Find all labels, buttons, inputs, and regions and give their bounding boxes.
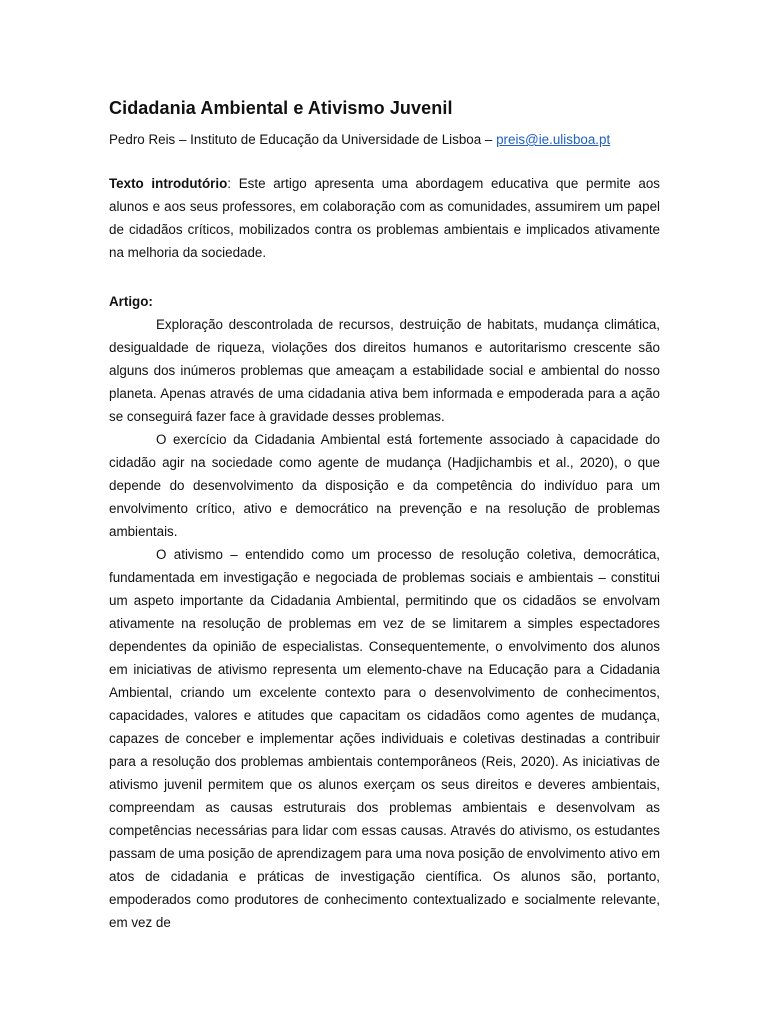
intro-text: : Este artigo apresenta uma abordagem educativa que permite aos alunos e aos seus professores, em colaboração com as comunidades, assumirem um papel de cidadãos críticos, mobilizados contra os problemas ambientais e implicados ativamente na melhoria da sociedade. (109, 176, 660, 260)
intro-paragraph (109, 172, 660, 264)
body-paragraph-1: Exploração descontrolada de recursos, destruição de habitats, mudança climática, desigualdade de riqueza, violações dos direitos humanos e autoritarismo crescente são alguns dos inúmeros problemas que ameaçam a estabilidade social e ambiental do nosso planeta. Apenas através de uma cidadania ativa bem informada e empoderada para a ação se conseguirá fazer face à gravidade desses problemas. (109, 317, 660, 424)
article-title: Cidadania Ambiental e Ativismo Juvenil (109, 98, 453, 118)
intro-lead: Texto introdutório (109, 176, 228, 191)
author-line (109, 131, 660, 149)
body-paragraph-2: O exercício da Cidadania Ambiental está fortemente associado à capacidade do cidadão agir na sociedade como agente de mudança (Hadjichambis et al., 2020), o que depende do desenvolvimento da disposição e da competência do indivíduo para um envolvimento crítico, ativo e democrático na prevenção e na resolução de problemas ambientais. (109, 432, 660, 539)
author-affiliation: Pedro Reis – Instituto de Educação da Universidade de Lisboa – (109, 132, 497, 147)
section-heading-artigo: Artigo: (109, 294, 153, 309)
body-paragraph-3: O ativismo – entendido como um processo de resolução coletiva, democrática, fundamentada em investigação e negociada de problemas sociais e ambientais – constitui um aspeto importante da Cidadania Ambiental, permitindo que os cidadãos se envolvam ativamente na resolução de problemas em vez de se limitarem a simples espectadores dependentes da opinião de especialistas. Consequentemente, o envolvimento dos alunos em iniciativas de ativismo representa um elemento-chave na Educação para a Cidadania Ambiental, criando um excelente contexto para o desenvolvimento de conhecimentos, capacidades, valores e atitudes que capacitam os cidadãos como agentes de mudança, capazes de conceber e implementar ações individuais e coletivas destinadas a contribuir para a resolução dos problemas ambientais contemporâneos (Reis, 2020). As iniciativas de ativismo juvenil permitem que os alunos exerçam os seus direitos e deveres ambientais, compreendam as causas estruturais dos problemas ambientais e desenvolvam as competências necessárias para lidar com essas causas. Através do ativismo, os estudantes passam de uma posição de aprendizagem para uma nova posição de envolvimento ativo em atos de cidadania e práticas de investigação científica. Os alunos são, portanto, empoderados como produtores de conhecimento contextualizado e socialmente relevante, em vez de (109, 547, 660, 930)
document-page (109, 96, 660, 934)
author-email-link[interactable]: preis@ie.ulisboa.pt (496, 132, 611, 147)
